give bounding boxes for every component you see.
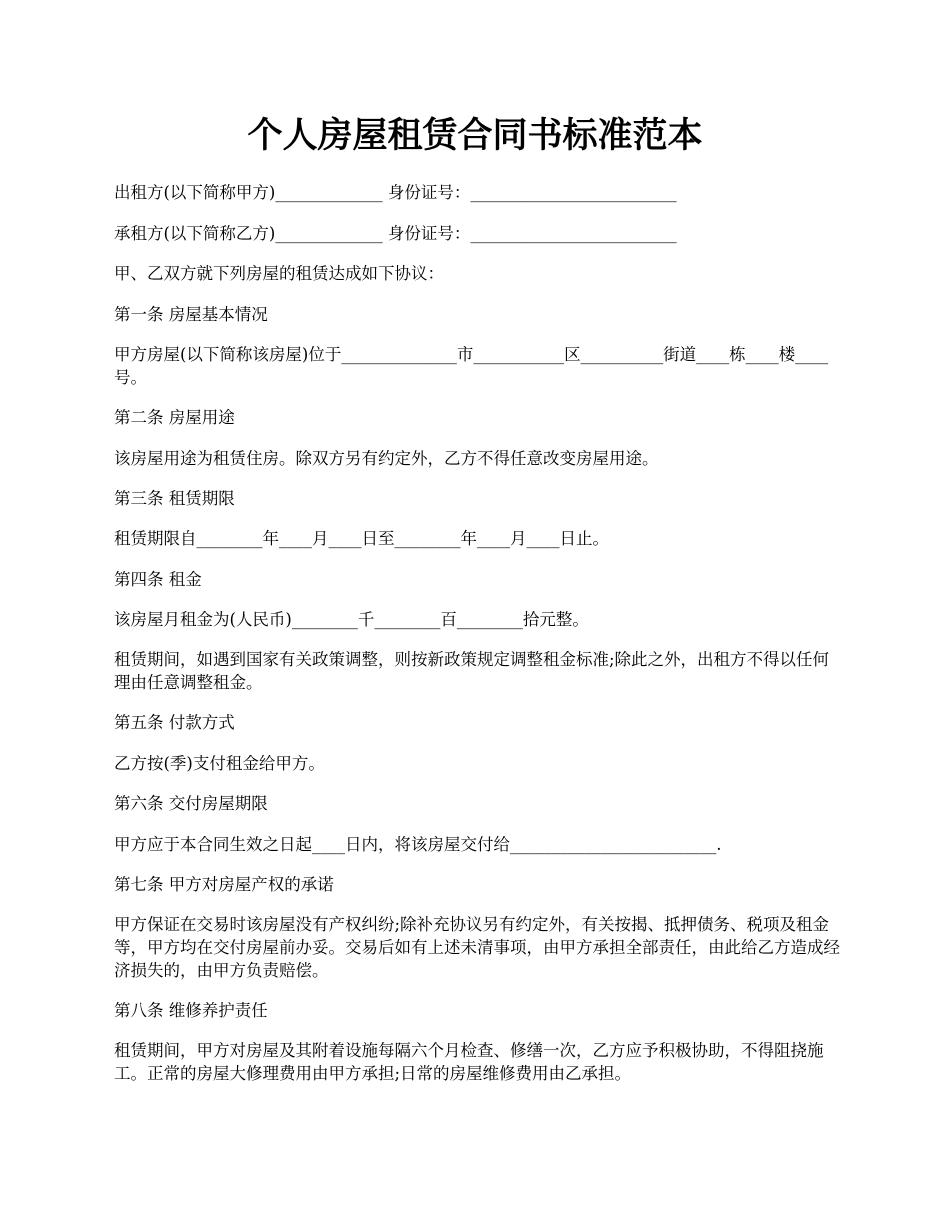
party-b-line: 承租方(以下简称乙方)_____________ 身份证号：_________________________ <box>114 224 677 243</box>
article-4-heading: 第四条 租金 <box>114 570 202 589</box>
article-5-text: 乙方按(季)支付租金给甲方。 <box>114 754 325 773</box>
article-1-text: 甲方房屋(以下简称该房屋)位于______________市___________区__________街道____栋____楼____号。 <box>114 345 829 387</box>
article-7-text: 甲方保证在交易时该房屋没有产权纠纷;除补充协议另有约定外，有关按揭、抵押债务、税项及租金等，甲方均在交付房屋前办妥。交易后如有上述未清事项，由甲方承担全部责任，由此给乙方造成经济损失的，由甲方负责赔偿。 <box>114 915 840 980</box>
article-3-text: 租赁期限自________年____月____日至________年____月____日止。 <box>114 529 609 548</box>
article-5-heading: 第五条 付款方式 <box>114 713 235 732</box>
document-title: 个人房屋租赁合同书标准范本 <box>247 115 703 156</box>
intro-text: 甲、乙双方就下列房屋的租赁达成如下协议： <box>114 264 444 283</box>
article-2-heading: 第二条 房屋用途 <box>114 408 235 427</box>
article-7-heading: 第七条 甲方对房屋产权的承诺 <box>114 875 334 894</box>
article-8-heading: 第八条 维修养护责任 <box>114 1001 268 1020</box>
article-4-text-1: 该房屋月租金为(人民币)________千________百________拾元整。 <box>114 610 589 629</box>
party-a-line: 出租方(以下简称甲方)_____________ 身份证号：_________________________ <box>114 183 677 202</box>
article-8-text: 租赁期间，甲方对房屋及其附着设施每隔六个月检查、修缮一次，乙方应予积极协助，不得阻挠施工。正常的房屋大修理费用由甲方承担;日常的房屋维修费用由乙承担。 <box>114 1041 824 1083</box>
article-4-text-2: 租赁期间，如遇到国家有关政策调整，则按新政策规定调整租金标准;除此之外，出租方不得以任何理由任意调整租金。 <box>114 650 830 692</box>
article-6-text: 甲方应于本合同生效之日起____日内，将该房屋交付给_________________________. <box>114 835 722 854</box>
article-3-heading: 第三条 租赁期限 <box>114 489 235 508</box>
article-2-text: 该房屋用途为租赁住房。除双方另有约定外，乙方不得任意改变房屋用途。 <box>114 449 659 468</box>
article-6-heading: 第六条 交付房屋期限 <box>114 794 268 813</box>
article-1-heading: 第一条 房屋基本情况 <box>114 305 268 324</box>
